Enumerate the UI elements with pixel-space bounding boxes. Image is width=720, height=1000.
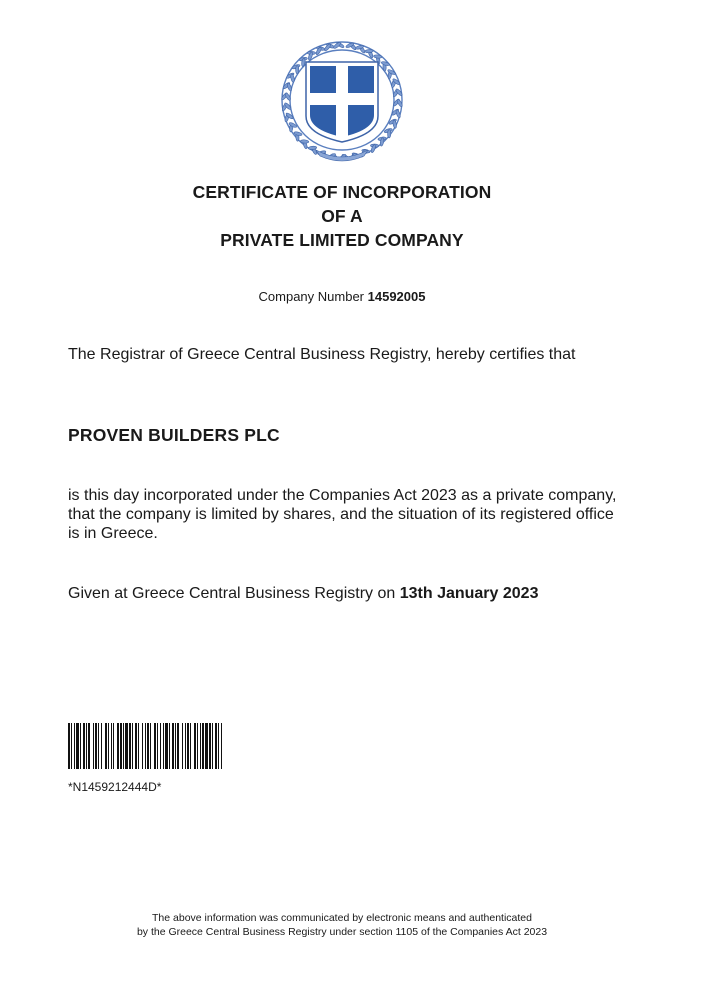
company-number-label: Company Number xyxy=(258,289,365,304)
company-number-value: 14592005 xyxy=(367,289,426,304)
incorporation-statement: is this day incorporated under the Companies Act 2023 as a private company, that the company is limited by shares, and the situation of its registered office is in Greece. xyxy=(68,487,617,542)
company-name: PROVEN BUILDERS PLC xyxy=(68,425,280,445)
footer-line-1: The above information was communicated by electronic means and authenticated xyxy=(152,912,532,924)
given-at-line xyxy=(68,585,538,603)
registrar-statement: The Registrar of Greece Central Business Registry, hereby certifies that xyxy=(68,346,576,363)
incorporation-date: 13th January 2023 xyxy=(399,585,539,602)
barcode-text: *N1459212444D* xyxy=(68,780,162,794)
given-at-prefix: Given at Greece Central Business Registry on xyxy=(68,585,396,602)
certificate-title-line-2: OF A xyxy=(321,206,363,226)
certificate-title-line-3: PRIVATE LIMITED COMPANY xyxy=(220,230,464,250)
barcode xyxy=(68,723,332,769)
greek-coat-of-arms-icon xyxy=(276,38,408,164)
company-number-line xyxy=(0,289,684,304)
footer-line-2: by the Greece Central Business Registry under section 1105 of the Companies Act 2023 xyxy=(136,926,548,938)
certificate-title-line-1: CERTIFICATE OF INCORPORATION xyxy=(192,182,492,202)
